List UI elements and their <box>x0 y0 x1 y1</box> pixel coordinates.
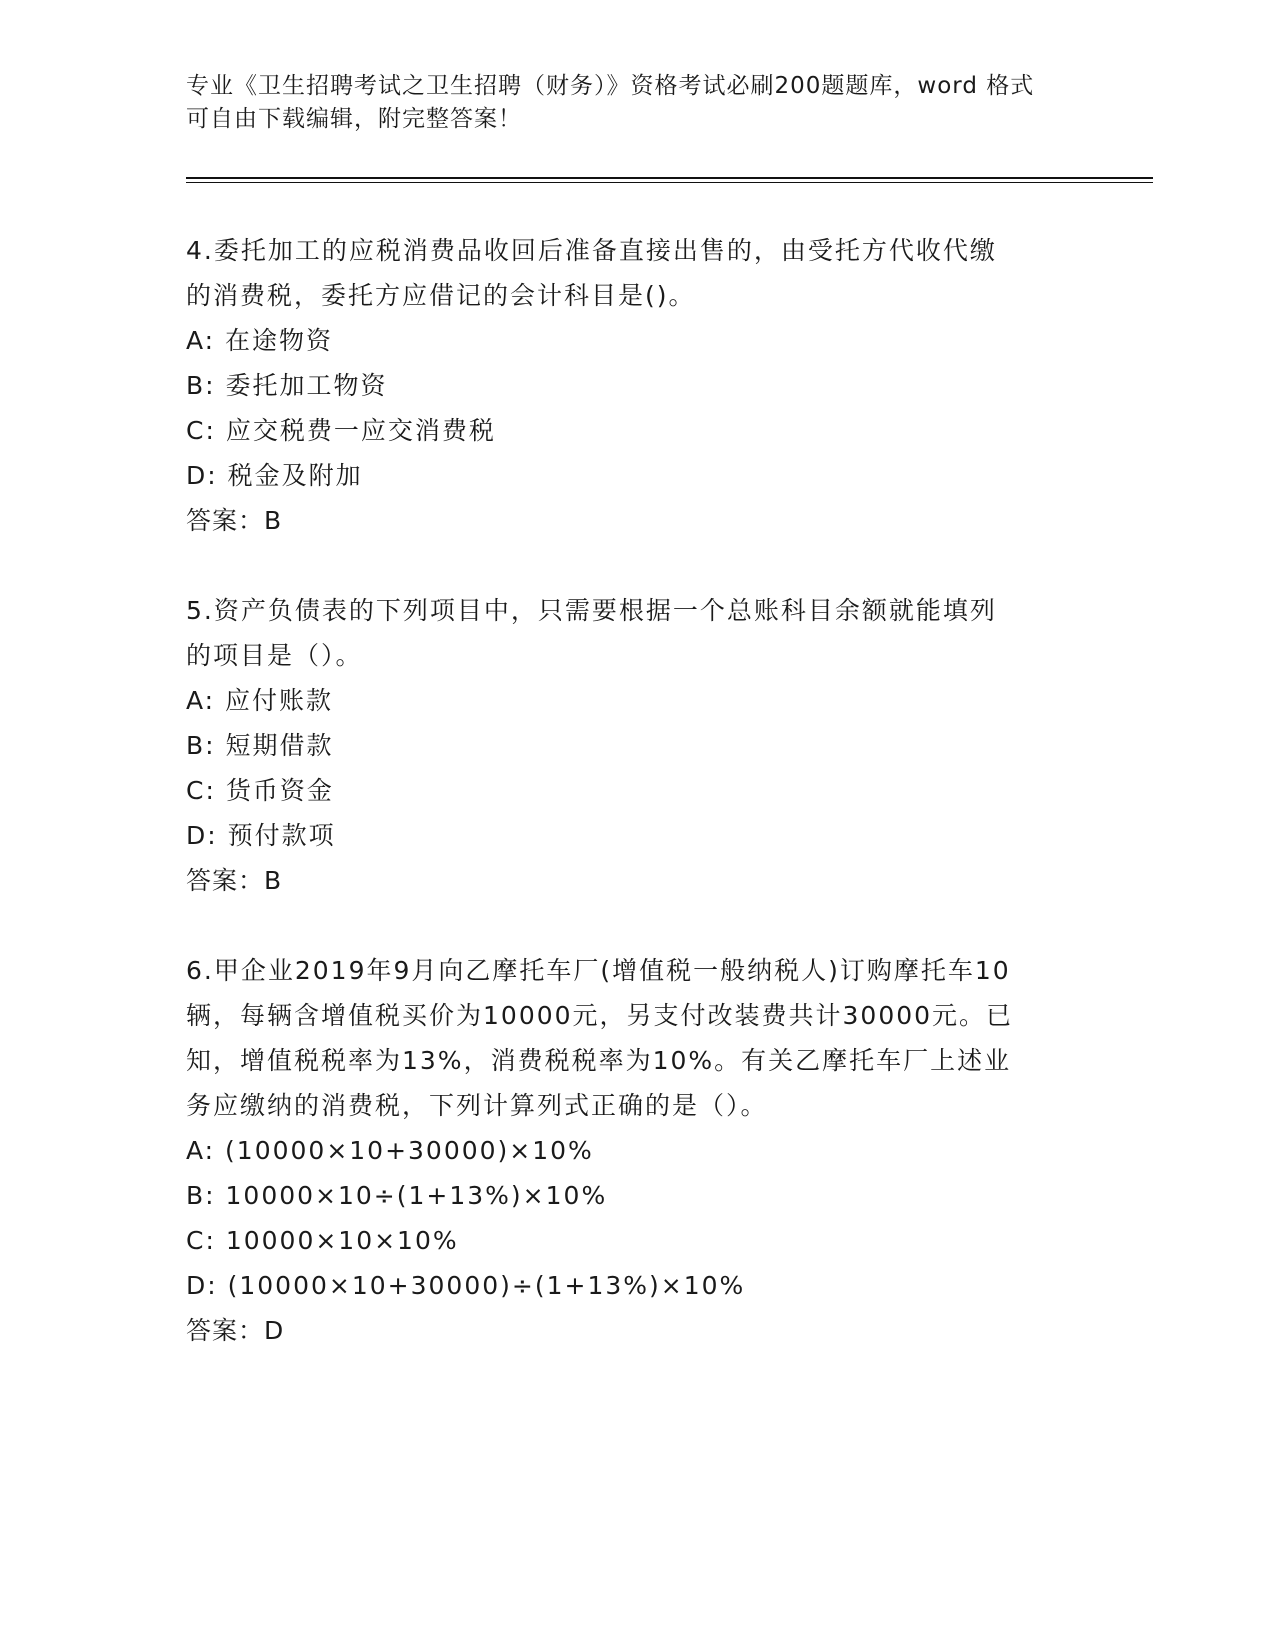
document-header <box>186 70 1086 136</box>
option-d: D: 税金及附加 <box>186 461 363 490</box>
option-b: B: 委托加工物资 <box>186 371 388 400</box>
question-5 <box>186 588 1086 903</box>
answer-label: 答案：B <box>186 866 283 895</box>
question-6 <box>186 948 1086 1353</box>
question-stem-line: 6.甲企业2019年9月向乙摩托车厂(增值税一般纳税人)订购摩托车10 <box>186 956 1011 985</box>
option-a: A: 在途物资 <box>186 326 334 355</box>
answer-label: 答案：B <box>186 506 283 535</box>
option-c: C: 货币资金 <box>186 776 334 805</box>
question-stem-line: 的消费税，委托方应借记的会计科目是()。 <box>186 281 696 310</box>
answer-label: 答案：D <box>186 1316 285 1345</box>
option-c: C: 应交税费一应交消费税 <box>186 416 496 445</box>
option-a: A: (10000×10+30000)×10% <box>186 1136 594 1165</box>
header-divider-thick <box>186 177 1153 179</box>
question-4 <box>186 228 1086 543</box>
question-stem-line: 知，增值税税率为13%，消费税税率为10%。有关乙摩托车厂上述业 <box>186 1046 1012 1075</box>
option-d: D: (10000×10+30000)÷(1+13%)×10% <box>186 1271 746 1300</box>
option-c: C: 10000×10×10% <box>186 1226 459 1255</box>
question-stem-line: 5.资产负债表的下列项目中，只需要根据一个总账科目余额就能填列 <box>186 596 997 625</box>
header-divider-thin <box>186 182 1153 183</box>
option-b: B: 10000×10÷(1+13%)×10% <box>186 1181 608 1210</box>
option-a: A: 应付账款 <box>186 686 334 715</box>
header-title-line-2: 可自由下载编辑，附完整答案！ <box>186 106 522 132</box>
header-title-line-1: 专业《卫生招聘考试之卫生招聘（财务）》资格考试必刷200题题库，word 格式 <box>186 73 1035 99</box>
question-stem-line: 4.委托加工的应税消费品收回后准备直接出售的，由受托方代收代缴 <box>186 236 997 265</box>
question-stem-line: 的项目是（）。 <box>186 641 363 670</box>
option-b: B: 短期借款 <box>186 731 334 760</box>
question-stem-line: 辆，每辆含增值税买价为10000元，另支付改装费共计30000元。已 <box>186 1001 1014 1030</box>
question-stem-line: 务应缴纳的消费税，下列计算列式正确的是（）。 <box>186 1091 768 1120</box>
option-d: D: 预付款项 <box>186 821 336 850</box>
